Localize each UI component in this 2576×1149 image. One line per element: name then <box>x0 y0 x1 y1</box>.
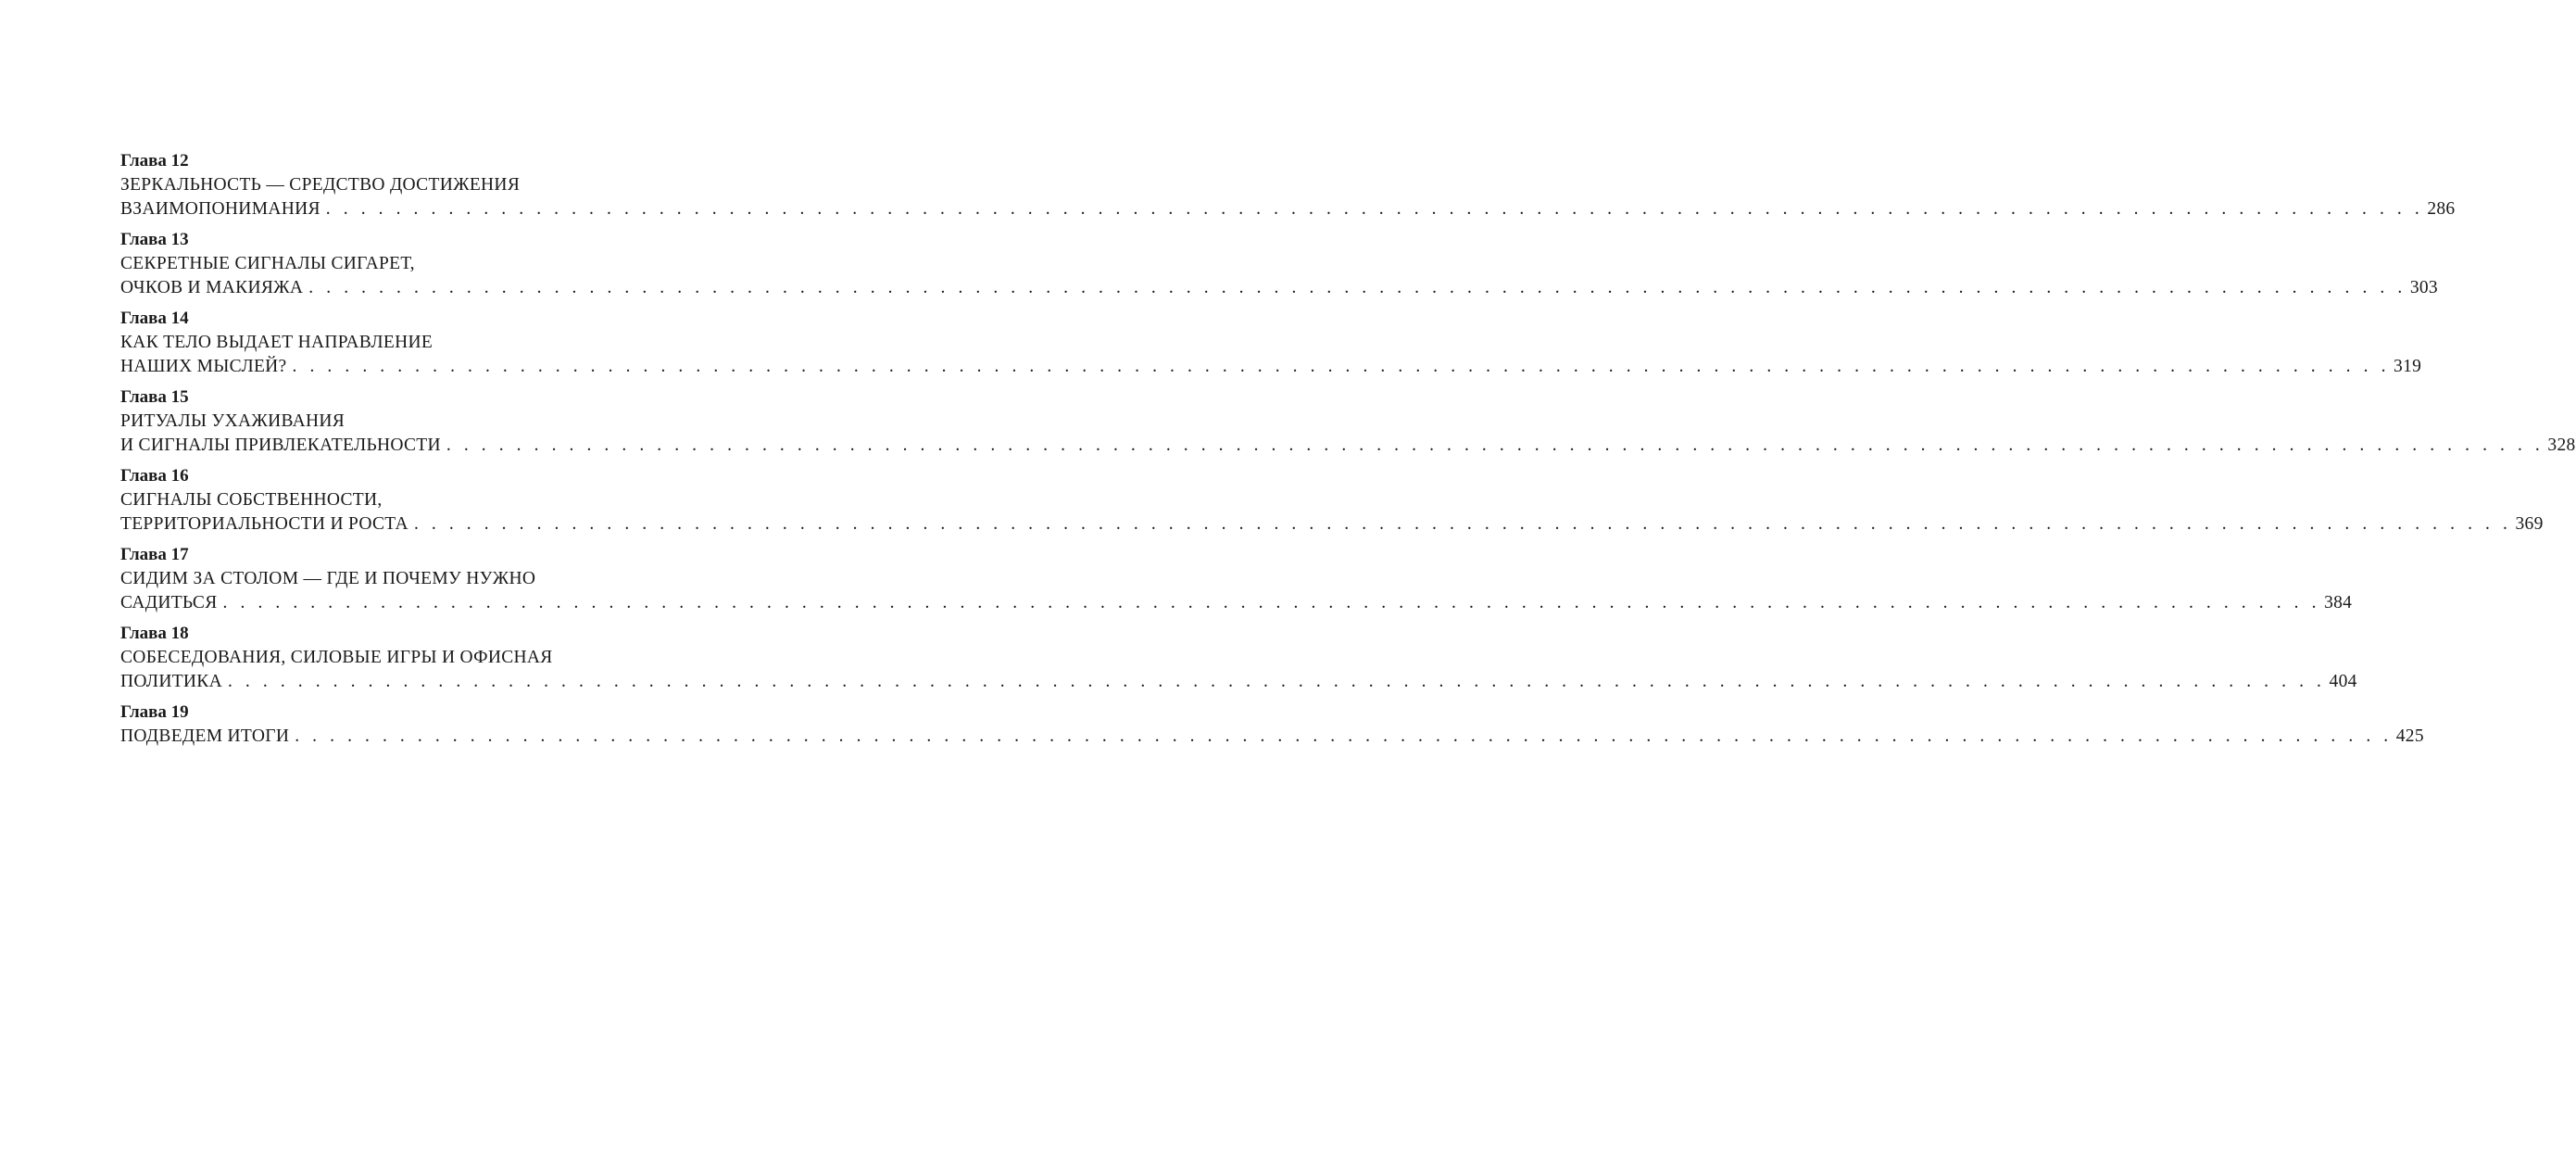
toc-entry <box>120 622 2357 694</box>
chapter-title-text: ПОЛИТИКА <box>120 672 222 691</box>
dot-leader: . . . . . . . . . . . . . . . . . . . . . . . . . . . . . . . . . . . . . . . . . . . . . . . . . . . . . . . . . . . . . . . . . . . . . . . . . . . . . . . . . . . . . . . . . . . . . . . . . . . . . . . . . . . . . . . . . . . . . . . . <box>325 199 2424 219</box>
chapter-label: Глава 13 <box>120 230 189 249</box>
chapter-title-last-line <box>120 725 2424 749</box>
chapter-label: Глава 19 <box>120 702 189 722</box>
toc-entry <box>120 385 2576 458</box>
dot-leader: . . . . . . . . . . . . . . . . . . . . . . . . . . . . . . . . . . . . . . . . . . . . . . . . . . . . . . . . . . . . . . . . . . . . . . . . . . . . . . . . . . . . . . . . . . . . . . . . . . . . . . . . . . . . . . . . . . . . . . . . <box>308 278 2406 297</box>
page-number: 303 <box>2409 278 2438 297</box>
dot-leader: . . . . . . . . . . . . . . . . . . . . . . . . . . . . . . . . . . . . . . . . . . . . . . . . . . . . . . . . . . . . . . . . . . . . . . . . . . . . . . . . . . . . . . . . . . . . . . . . . . . . . . . . . . . . . . . . . . . . . . . . <box>227 672 2326 691</box>
toc-entry <box>120 228 2438 300</box>
chapter-title-last-line <box>120 670 2357 694</box>
dot-leader: . . . . . . . . . . . . . . . . . . . . . . . . . . . . . . . . . . . . . . . . . . . . . . . . . . . . . . . . . . . . . . . . . . . . . . . . . . . . . . . . . . . . . . . . . . . . . . . . . . . . . . . . . . . . . . . . . . . . . . . . <box>295 726 2393 746</box>
chapter-title-line: ЗЕРКАЛЬНОСТЬ — СРЕДСТВО ДОСТИЖЕНИЯ <box>120 175 521 195</box>
chapter-title-line: СИГНАЛЫ СОБСТВЕННОСТИ, <box>120 490 383 510</box>
chapter-title-line: СОБЕСЕДОВАНИЯ, СИЛОВЫЕ ИГРЫ И ОФИСНАЯ <box>120 648 553 667</box>
chapter-label: Глава 17 <box>120 545 189 564</box>
chapter-title-line: СЕКРЕТНЫЕ СИГНАЛЫ СИГАРЕТ, <box>120 254 415 273</box>
table-of-contents <box>120 149 2576 755</box>
chapter-title-last-line <box>120 197 2456 221</box>
chapter-title-line: КАК ТЕЛО ВЫДАЕТ НАПРАВЛЕНИЕ <box>120 333 434 352</box>
chapter-title-last-line <box>120 434 2576 458</box>
chapter-title-last-line <box>120 355 2422 379</box>
toc-entry <box>120 701 2424 749</box>
chapter-title-text: САДИТЬСЯ <box>120 593 218 612</box>
page-number: 369 <box>2515 514 2544 534</box>
chapter-label: Глава 14 <box>120 309 189 328</box>
dot-leader: . . . . . . . . . . . . . . . . . . . . . . . . . . . . . . . . . . . . . . . . . . . . . . . . . . . . . . . . . . . . . . . . . . . . . . . . . . . . . . . . . . . . . . . . . . . . . . . . . . . . . . . . . . . . . . . . . . . . . . . . <box>292 357 2391 376</box>
chapter-title-line: РИТУАЛЫ УХАЖИВАНИЯ <box>120 411 346 431</box>
page-number: 384 <box>2324 593 2353 612</box>
toc-entry <box>120 543 2353 615</box>
chapter-title-text: НАШИХ МЫСЛЕЙ? <box>120 357 287 376</box>
chapter-title-text: ТЕРРИТОРИАЛЬНОСТИ И РОСТА <box>120 514 408 534</box>
toc-entry <box>120 149 2456 221</box>
chapter-label: Глава 12 <box>120 151 189 170</box>
chapter-title-last-line <box>120 591 2353 615</box>
chapter-title-line: СИДИМ ЗА СТОЛОМ — ГДЕ И ПОЧЕМУ НУЖНО <box>120 569 536 588</box>
page-number: 425 <box>2395 726 2424 746</box>
page-number: 328 <box>2547 436 2576 455</box>
toc-entry <box>120 307 2422 379</box>
page-number: 319 <box>2394 357 2422 376</box>
page-number: 286 <box>2427 199 2456 219</box>
dot-leader: . . . . . . . . . . . . . . . . . . . . . . . . . . . . . . . . . . . . . . . . . . . . . . . . . . . . . . . . . . . . . . . . . . . . . . . . . . . . . . . . . . . . . . . . . . . . . . . . . . . . . . . . . . . . . . . . . . . . . . . . <box>222 593 2321 612</box>
toc-entry <box>120 464 2544 537</box>
dot-leader: . . . . . . . . . . . . . . . . . . . . . . . . . . . . . . . . . . . . . . . . . . . . . . . . . . . . . . . . . . . . . . . . . . . . . . . . . . . . . . . . . . . . . . . . . . . . . . . . . . . . . . . . . . . . . . . . . . . . . . . . <box>446 436 2545 455</box>
chapter-label: Глава 18 <box>120 624 189 643</box>
chapter-label: Глава 16 <box>120 466 189 486</box>
chapter-title-text: ОЧКОВ И МАКИЯЖА <box>120 278 304 297</box>
page-number: 404 <box>2329 672 2357 691</box>
chapter-title-text: ПОДВЕДЕМ ИТОГИ <box>120 726 290 746</box>
chapter-title-last-line <box>120 512 2544 537</box>
chapter-title-text: И СИГНАЛЫ ПРИВЛЕКАТЕЛЬНОСТИ <box>120 436 441 455</box>
dot-leader: . . . . . . . . . . . . . . . . . . . . . . . . . . . . . . . . . . . . . . . . . . . . . . . . . . . . . . . . . . . . . . . . . . . . . . . . . . . . . . . . . . . . . . . . . . . . . . . . . . . . . . . . . . . . . . . . . . . . . . . . <box>413 514 2512 534</box>
chapter-title-text: ВЗАИМОПОНИМАНИЯ <box>120 199 320 219</box>
chapter-title-last-line <box>120 276 2438 300</box>
chapter-label: Глава 15 <box>120 387 189 407</box>
